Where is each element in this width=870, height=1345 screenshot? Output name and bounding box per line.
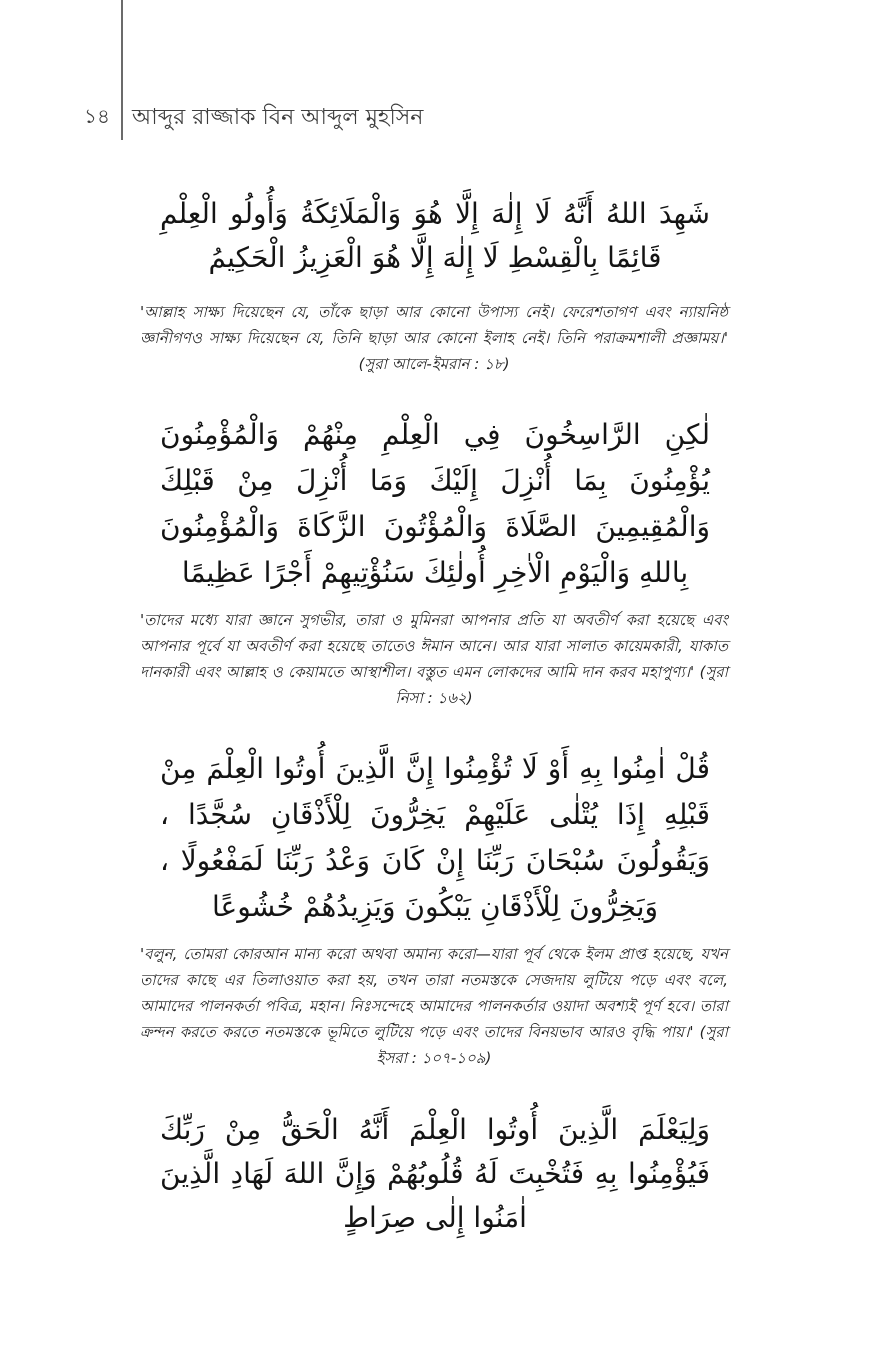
verse-translation: 'তাদের মধ্যে যারা জ্ঞানে সুগভীর, তারা ও মুমিনরা আপনার প্রতি যা অবতীর্ণ করা হয়েছে এবং আপনার পূর্বে যা অবতীর্ণ করা হয়েছে তাতেও ঈমান আনে। আর যারা সালাত কায়েমকারী, যাকাত দানকারী এবং আল্লাহ ও কেয়ামতে আস্থাশীল। বস্তুত এমন লোকদের আমি দান করব মহাপুণ্য।' (সুরা নিসা : ১৬২) — [140, 611, 728, 707]
arabic-verse: وَلِيَعْلَمَ الَّذِينَ أُوتُوا الْعِلْمَ أَنَّهُ الْحَقُّ مِنْ رَبِّكَ فَيُؤْمِنُوا بِهِ فَتُخْبِتَ لَهُ قُلُوبُهُمْ وَإِنَّ اللهَ لَهَادِ الَّذِينَ اٰمَنُوا إِلٰى صِرَاطٍ — [160, 1113, 710, 1234]
running-header — [84, 100, 423, 136]
running-title: আব্দুর রাজ্জাক বিন আব্দুল মুহসিন — [132, 104, 424, 130]
arabic-verse: قُلْ اٰمِنُوا بِهِ أَوْ لَا تُؤْمِنُوا إِنَّ الَّذِينَ أُوتُوا الْعِلْمَ مِنْ قَبْلِهِ إِذَا يُتْلٰى عَلَيْهِمْ يَخِرُّونَ لِلْأَذْقَانِ سُجَّدًا ، وَيَقُولُونَ سُبْحَانَ رَبِّنَا إِنْ كَانَ وَعْدُ رَبِّنَا لَمَفْعُولًا ، وَيَخِرُّونَ لِلْأَذْقَانِ يَبْكُونَ وَيَزِيدُهُمْ خُشُوعًا — [160, 752, 710, 923]
verse-translation: 'আল্লাহ সাক্ষ্য দিয়েছেন যে, তাঁকে ছাড়া আর কোনো উপাস্য নেই। ফেরেশতাগণ এবং ন্যায়নিষ্ঠ জ্ঞানীগণও সাক্ষ্য দিয়েছেন যে, তিনি ছাড়া আর কোনো ইলাহ নেই। তিনি পরাক্রমশালী প্রজ্ঞাময়।' (সুরা আলে-ইমরান : ১৮) — [140, 303, 728, 373]
arabic-verse: شَهِدَ اللهُ أَنَّهُ لَا إِلٰهَ إِلَّا هُوَ وَالْمَلَائِكَةُ وَأُولُو الْعِلْمِ قَائِمًا بِالْقِسْطِ لَا إِلٰهَ إِلَّا هُوَ الْعَزِيزُ الْحَكِيمُ — [160, 197, 710, 274]
page-number: ১৪ — [84, 103, 110, 128]
verse-translation: 'বলুন, তোমরা কোরআন মান্য করো অথবা অমান্য করো—যারা পূর্ব থেকে ইলম প্রাপ্ত হয়েছে, যখন তাদের কাছে এর তিলাওয়াত করা হয়, তখন তারা নতমস্তকে সেজদায় লুটিয়ে পড়ে এবং বলে, আমাদের পালনকর্তা পবিত্র, মহান। নিঃসন্দেহে আমাদের পালনকর্তার ওয়াদা অবশ্যই পূর্ণ হবে। তারা ক্রন্দন করতে করতে নতমস্তকে ভূমিতে লুটিয়ে পড়ে এবং তাদের বিনয়ভাব আরও বৃদ্ধি পায়।' (সুরা ইসরা : ১০৭-১০৯) — [140, 945, 728, 1067]
arabic-verse: لٰكِنِ الرَّاسِخُونَ فِي الْعِلْمِ مِنْهُمْ وَالْمُؤْمِنُونَ يُؤْمِنُونَ بِمَا أُنْزِلَ إِلَيْكَ وَمَا أُنْزِلَ مِنْ قَبْلِكَ وَالْمُقِيمِينَ الصَّلَاةَ وَالْمُؤْتُونَ الزَّكَاةَ وَالْمُؤْمِنُونَ بِاللهِ وَالْيَوْمِ الْاٰخِرِ أُولٰئِكَ سَنُؤْتِيهِمْ أَجْرًا عَظِيمًا — [160, 418, 710, 589]
